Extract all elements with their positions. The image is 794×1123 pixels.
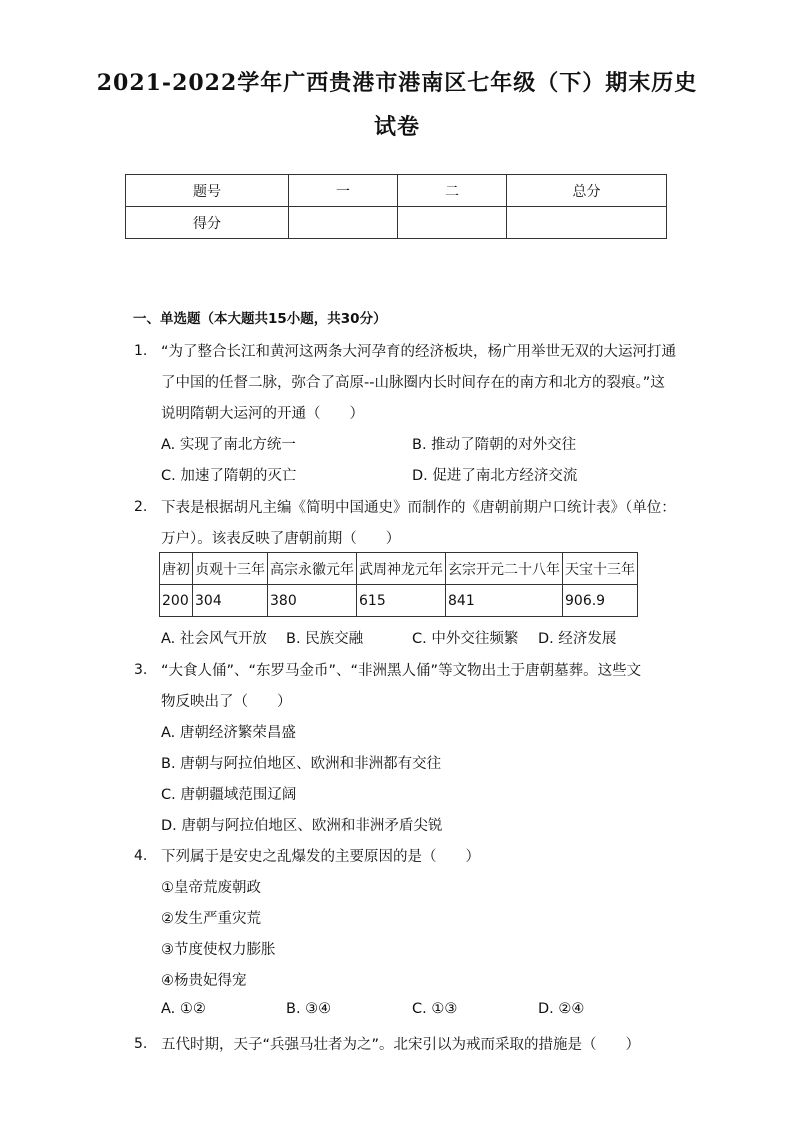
population-header-row <box>160 553 638 585</box>
score-table <box>125 174 667 239</box>
option-d: D. 经济发展 <box>538 631 617 647</box>
section-heading: 一、单选题（本大题共15小题，共30分） <box>133 311 387 327</box>
exam-title-line2: 试卷 <box>373 114 420 140</box>
population-header-cell: 天宝十三年 <box>563 553 638 585</box>
population-value-row <box>160 585 638 617</box>
question-number: 4. <box>134 848 148 864</box>
statement-item: ①皇帝荒废朝政 <box>161 880 261 896</box>
option-b: B. 唐朝与阿拉伯地区、欧洲和非洲都有交往 <box>161 756 442 772</box>
score-label-cell: 得分 <box>126 207 289 239</box>
option-b: B. ③④ <box>286 1001 332 1017</box>
score-value-cell <box>398 207 507 239</box>
option-c: C. ①③ <box>412 1001 458 1017</box>
option-c: C. 唐朝疆域范围辽阔 <box>161 787 297 803</box>
option-d: D. 唐朝与阿拉伯地区、欧洲和非洲矛盾尖锐 <box>161 818 443 834</box>
option-a: A. ①② <box>161 1001 206 1017</box>
score-header-cell: 二 <box>398 175 507 207</box>
question-text: “为了整合长江和黄河这两条大河孕育的经济板块，杨广用举世无双的大运河打通 <box>161 344 677 360</box>
question-text: 下表是根据胡凡主编《简明中国通史》而制作的《唐朝前期户口统计表》（单位： <box>161 500 676 516</box>
population-header-cell: 武周神龙元年 <box>357 553 446 585</box>
statement-item: ④杨贵妃得宠 <box>161 973 247 989</box>
option-c: C. 中外交往频繁 <box>412 631 519 647</box>
population-value-cell: 200 <box>160 585 193 617</box>
population-header-cell: 唐初 <box>160 553 193 585</box>
population-value-cell: 615 <box>357 585 446 617</box>
population-header-cell: 贞观十三年 <box>193 553 268 585</box>
population-header-cell: 高宗永徽元年 <box>268 553 357 585</box>
question-text: 五代时期，天子“兵强马壮者为之”。北宋引以为戒而采取的措施是（ ） <box>161 1037 641 1053</box>
statement-item: ③节度使权力膨胀 <box>161 942 276 958</box>
score-header-cell: 一 <box>289 175 398 207</box>
population-header-cell: 玄宗开元二十八年 <box>446 553 563 585</box>
question-number: 3. <box>134 662 148 678</box>
question-number: 1. <box>134 343 148 359</box>
population-table <box>159 552 638 617</box>
score-header-cell: 总分 <box>507 175 667 207</box>
question-text: 说明隋朝大运河的开通（ ） <box>161 406 364 422</box>
question-text: 物反映出了（ ） <box>161 694 292 710</box>
option-a: A. 唐朝经济繁荣昌盛 <box>161 725 296 741</box>
score-value-cell <box>507 207 667 239</box>
population-value-cell: 304 <box>193 585 268 617</box>
population-value-cell: 906.9 <box>563 585 638 617</box>
question-number: 5. <box>134 1036 148 1052</box>
score-table-header-row <box>126 175 667 207</box>
option-a: A. 社会风气开放 <box>161 631 267 647</box>
question-text: 下列属于是安史之乱爆发的主要原因的是（ ） <box>161 849 480 865</box>
option-c: C. 加速了隋朝的灭亡 <box>161 468 297 484</box>
option-d: D. 促进了南北方经济交流 <box>412 468 578 484</box>
option-d: D. ②④ <box>538 1001 585 1017</box>
option-b: B. 推动了隋朝的对外交往 <box>412 437 577 453</box>
question-text: 了中国的任督二脉，弥合了高原--山脉圈内长时间存在的南方和北方的裂痕。”这 <box>161 375 665 391</box>
question-text: “大食人俑”、“东罗马金币”、“非洲黑人俑”等文物出土于唐朝墓葬。这些文 <box>161 663 642 679</box>
option-b: B. 民族交融 <box>286 631 364 647</box>
option-a: A. 实现了南北方统一 <box>161 437 296 453</box>
score-table-score-row <box>126 207 667 239</box>
exam-title-line1: 2021-2022学年广西贵港市港南区七年级（下）期末历史 <box>96 70 698 96</box>
score-value-cell <box>289 207 398 239</box>
question-number: 2. <box>134 499 148 515</box>
statement-item: ②发生严重灾荒 <box>161 911 261 927</box>
population-value-cell: 380 <box>268 585 357 617</box>
question-text: 万户）。该表反映了唐朝前期（ ） <box>161 531 401 547</box>
population-value-cell: 841 <box>446 585 563 617</box>
score-header-cell: 题号 <box>126 175 289 207</box>
